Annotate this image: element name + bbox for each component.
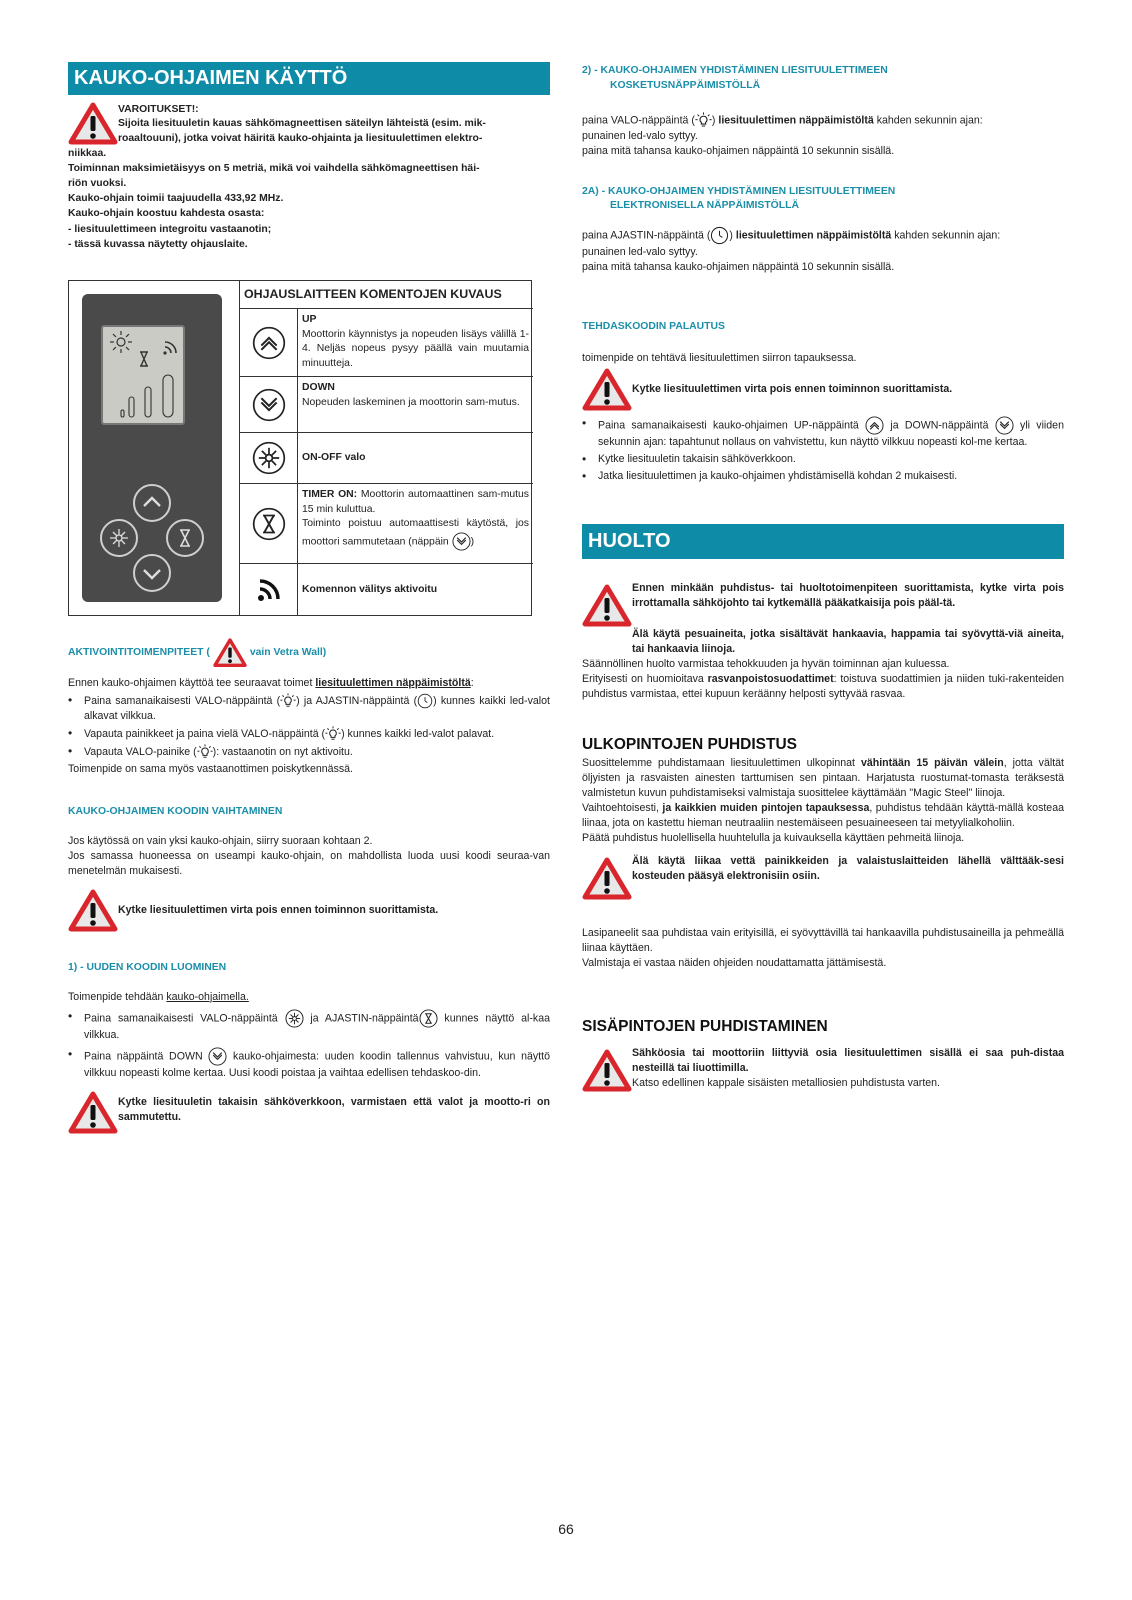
factory-reset-steps [582,416,1064,484]
page-number: 66 [558,1521,574,1537]
warning-title: VAROITUKSET!: [118,104,199,115]
newcode-warning: Kytke liesituuletin takaisin sähköverkkoon, varmistaen että valot ja mootto-ri on sammutettu. [68,1091,550,1135]
activation-heading: AKTIVOINTITOIMENPITEET ( vain Vetra Wall) [68,638,550,668]
warning-text: Sijoita liesituuletin kauas sähkömagneettisen säteilyn lähteistä (esim. mik- roaaltouuni), jotka voivat häiritä kauko-ohjainta ja liesituulettimen elektro- niikkaa. Toiminnan maksimietäisyys on 5 metriä, mikä voi vaihdella sähkömagneettisen häi- riön vuoksi. Kauko-ohjain toimii taajuudella 433,92 MHz. Kauko-ohjain koostuu kahdesta osasta: - liesituulettimeen integroitu vastaanotin; - tässä kuvassa näytetty ohjauslaite. [68,118,486,250]
pairing-electronic-text: paina AJASTIN-näppäintä ( ) liesituulettimen näppäimistöltä kahden sekunnin ajan: punainen led-valo syttyy. paina mitä tahansa kauko-ohjaimen näppäintä 10 sekunnin sisällä. [582,226,1064,275]
activation-steps [68,693,550,760]
newcode-heading: 1) - UUDEN KOODIN LUOMINEN [68,961,227,973]
huolto-p2: Erityisesti on huomioitava rasvanpoistosuodattimet: toistuva suodattimien ja niiden tuki-rakenteiden puhdistus varmistaa, ettei kupuun keräänny helposti syttyvää rasvaa. [582,673,1064,701]
list-item: • Jatka liesituulettimen ja kauko-ohjaimen yhdistämisellä kohdan 2 mukaisesti. [582,469,1064,484]
warning-icon [68,889,118,933]
bulb-icon [325,726,341,742]
list-item: • Paina samanaikaisesti VALO-näppäintä ja AJASTIN-näppäintä kunnes näyttö al-kaa vilkkua. [68,1009,550,1043]
lcd-symbols [103,327,183,423]
remote-lcd-display [101,325,185,425]
section-title-huolto: HUOLTO [582,524,1064,559]
list-item: • Vapauta painikkeet ja paina vielä VALO-näppäintä ( ) kunnes kaikki led-valot palavat. [68,726,550,742]
down-icon [452,532,471,551]
factory-reset-heading: TEHDASKOODIN PALAUTUS [582,321,725,333]
codechange-p1: Jos käytössä on vain yksi kauko-ohjain, siirry suoraan kohtaan 2. [68,834,373,847]
table-row-down: DOWN Nopeuden laskeminen ja moottorin sam-mutus. [240,376,533,432]
left-column [68,62,550,252]
command-description-table [239,281,532,615]
chevron-down-icon [135,556,169,590]
remote-timer-button[interactable] [166,519,204,557]
left-column-lower [68,638,550,1135]
sisa-warning: Sähköosia tai moottoriin liittyviä osia liesituulettimen sisällä ei saa puh-distaa nesteillä tai liuottimilla. Katso edellinen kappale sisäisten metalliosien puhdistusta varten. [582,1046,1064,1096]
ulko-p2: Vaihtoehtoisesti, ja kaikkien muiden pintojen tapauksessa, puhdistus tehdään käyttä-mällä kosteaa liinaa, jota on kastettu hieman neutraaliin nestemäiseen pesuaineeseen tai metyylialkoholiin. [582,802,1064,830]
bulb-icon [280,693,296,709]
ulko-warning: Älä käytä liikaa vettä painikkeiden ja valaistuslaitteiden lähellä välttääk-sesi kosteuden pääsyä elektronisiin osiin. [582,854,1064,904]
factory-reset-intro: toimenpide on tehtävä liesituulettimen siirron tapauksessa. [582,351,857,364]
light-icon [252,441,286,475]
warning-icon [582,581,632,631]
down-icon [208,1047,227,1066]
huolto-warning: Ennen minkään puhdistus- tai huoltotoimenpiteen suorittamista, kytke virta pois irrottamalla sähköjohto tai kytkemällä pääkatkaisija pois pääl-tä. [582,581,1064,631]
codechange-warning: Kytke liesituulettimen virta pois ennen toiminnon suorittamista. [68,889,550,933]
warning-icon [212,638,248,668]
sisa-title: SISÄPINTOJEN PUHDISTAMINEN [582,1017,828,1035]
list-item: • Kytke liesituuletin takaisin sähköverkkoon. [582,452,1064,467]
ulko-title: ULKOPINTOJEN PUHDISTUS [582,736,798,754]
up-icon [252,326,286,360]
hourglass-icon [419,1009,438,1028]
bulb-icon [695,112,712,129]
ulko-p4: Lasipaneelit saa puhdistaa vain erityisillä, ei syövyttävillä tai hankaavilla puhdistusaineilla ja pehmeällä liinaa käyttäen. [582,927,1064,955]
section-title-kauko-ohjain: KAUKO-OHJAIMEN KÄYTTÖ [68,62,550,95]
warning-icon [68,1091,118,1135]
remote-control-illustration [82,294,222,602]
pairing-electronic-heading: 2A) - KAUKO-OHJAIMEN YHDISTÄMINEN LIESITUULETTIMEEN ELEKTRONISELLA NÄPPÄIMISTÖLLÄ [582,185,896,212]
list-item: • Paina samanaikaisesti VALO-näppäintä ( ) ja AJASTIN-näppäintä ( ) kunnes kaikki led-valot alkavat vilkkua. [68,693,550,724]
newcode-steps [68,1009,550,1081]
activation-outro: Toimenpide on sama myös vastaanottimen poiskytkennässä. [68,763,354,776]
remote-down-button[interactable] [133,554,171,592]
table-header: OHJAUSLAITTEEN KOMENTOJEN KUVAUS [244,287,502,301]
up-icon [865,416,884,435]
huolto-warning-2: Älä käytä pesuaineita, jotka sisältävät hankaavia, happamia tai syövyttä-viä aineita, tai hankaavia liinoja. [632,628,1064,656]
newcode-intro: Toimenpide tehdään kauko-ohjaimella. [68,990,249,1003]
ulko-p1: Suosittelemme puhdistamaan liesituulettimen ulkopinnat vähintään 15 päivän välein, jotta vältät öljyisten ja rasvaisten ainesten tarttumisen sen pintaan. Harjatusta ruostumat-tomasta teräksestä valmistetun kuvun puhdistamiseksi valmistaja suosittelee käyttämään "Magic Steel" liinoja. [582,757,1064,800]
codechange-heading: KAUKO-OHJAIMEN KOODIN VAIHTAMINEN [68,806,283,818]
factory-reset-warning: Kytke liesituulettimen virta pois ennen toiminnon suorittamista. [582,368,1064,412]
table-row-light: ON-OFF valo [240,432,533,483]
bulb-icon [197,744,213,760]
down-icon [995,416,1014,435]
right-column [582,64,1064,1096]
activation-intro: Ennen kauko-ohjaimen käyttöä tee seuraavat toimet liesituulettimen näppäimistöltä: [68,677,474,689]
codechange-p2: Jos samassa huoneessa on useampi kauko-ohjain, on mahdollista luoda uusi koodi seuraa-van menetelmän mukaisesti. [68,849,550,877]
clock-icon [710,226,729,245]
pairing-touch-text: paina VALO-näppäintä ( ) liesituulettimen näppäimistöltä kahden sekunnin ajan: punainen led-valo syttyy. paina mitä tahansa kauko-ohjaimen näppäintä 10 sekunnin sisällä. [582,112,1064,159]
chevron-up-icon [135,486,169,520]
remote-light-button[interactable] [100,519,138,557]
light-icon [102,521,136,555]
warning-icon [582,1046,632,1096]
warning-icon [582,368,632,412]
table-row-up: UP Moottorin käynnistys ja nopeuden lisäys välillä 1-4. Neljäs nopeus pysyy päällä vain muutamia minuutteja. [240,308,533,376]
down-icon [252,388,286,422]
remote-command-table [68,280,532,616]
huolto-p1: Säännöllinen huolto varmistaa tehokkuuden ja hyvän toiminnan ajan kuluessa. [582,658,950,671]
signal-icon [252,573,286,607]
ulko-p3: Päätä puhdistus huolellisella huuhtelulla ja kuivauksella käyttäen pehmeitä liinoja. [582,832,965,845]
list-item: • Vapauta VALO-painike ( ): vastaanotin on nyt aktivoitu. [68,744,550,760]
table-row-transmission: Komennon välitys aktivoitu [240,563,533,615]
hourglass-icon [168,521,202,555]
warning-icon [582,854,632,904]
table-row-timer: TIMER ON: Moottorin automaattinen sam-mutus 15 min kuluttua. Toiminto poistuu automaattisesti käytöstä, jos moottori sammutetaan (näppäin ) [240,483,533,563]
light-icon [285,1009,304,1028]
hourglass-icon [252,507,286,541]
remote-up-button[interactable] [133,484,171,522]
ulko-p5: Valmistaja ei vastaa näiden ohjeiden noudattamatta jättämisestä. [582,957,887,970]
list-item: • Paina näppäintä DOWN kauko-ohjaimesta: uuden koodin tallennus vahvistuu, kun näyttö vilkkuu nopeasti kolme kertaa. Uusi koodi poistaa ja vaihtaa edellisen tehdaskoo-din. [68,1047,550,1081]
warning-icon [68,102,118,146]
list-item: • Paina samanaikaisesti kauko-ohjaimen UP-näppäintä ja DOWN-näppäintä yli viiden sekunnin ajan: tapahtunut nollaus on vahvistettu, kun näyttö vilkkuu nopeasti kol-me kertaa. [582,416,1064,450]
pairing-touch-heading: 2) - KAUKO-OHJAIMEN YHDISTÄMINEN LIESITUULETTIMEEN KOSKETUSNÄPPÄIMISTÖLLÄ [582,65,888,91]
clock-icon [417,693,433,709]
